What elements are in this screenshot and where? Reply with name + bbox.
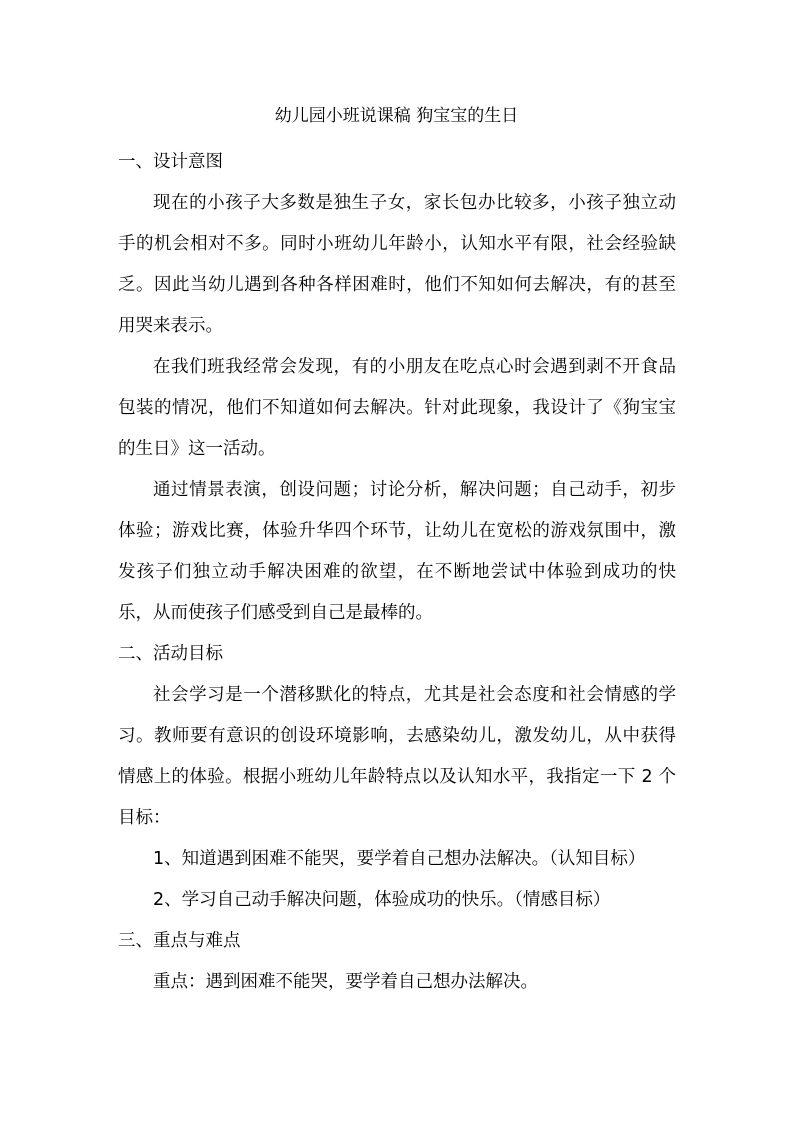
paragraph: 重点：遇到困难不能哭，要学着自己想办法解决。: [153, 972, 538, 992]
goal-list-item: 2、学习自己动手解决问题，体验成功的快乐。（情感目标）: [153, 890, 611, 910]
document-body: [118, 142, 676, 1003]
goal-list-item: 1、知道遇到困难不能哭，要学着自己想办法解决。（认知目标）: [153, 849, 646, 869]
document-title: 幼儿园小班说课稿 狗宝宝的生日: [274, 106, 519, 126]
section-heading-design-intent: 一、设计意图: [118, 152, 223, 172]
paragraph: 通过情景表演，创设问题；讨论分析，解决问题；自己动手，初步体验；游戏比赛，体验升华四个环节，让幼儿在宽松的游戏氛围中，激发孩子们独立动手解决困难的欲望，在不断地尝试中体验到成功的快乐，从而使孩子们感受到自己是最棒的。: [118, 480, 676, 623]
paragraph: 社会学习是一个潜移默化的特点，尤其是社会态度和社会情感的学习。教师要有意识的创设环境影响，去感染幼儿，激发幼儿，从中获得情感上的体验。根据小班幼儿年龄特点以及认知水平，我指定一下 2 个目标：: [118, 685, 676, 828]
section-heading-activity-goals: 二、活动目标: [118, 644, 223, 664]
paragraph: 现在的小孩子大多数是独生子女，家长包办比较多，小孩子独立动手的机会相对不多。同时小班幼儿年龄小，认知水平有限，社会经验缺乏。因此当幼儿遇到各种各样困难时，他们不知如何去解决，有的甚至用哭来表示。: [118, 193, 676, 336]
section-heading-key-points: 三、重点与难点: [118, 931, 241, 951]
paragraph: 在我们班我经常会发现，有的小朋友在吃点心时会遇到剥不开食品包装的情况，他们不知道如何去解决。针对此现象，我设计了《狗宝宝的生日》这一活动。: [118, 357, 676, 459]
